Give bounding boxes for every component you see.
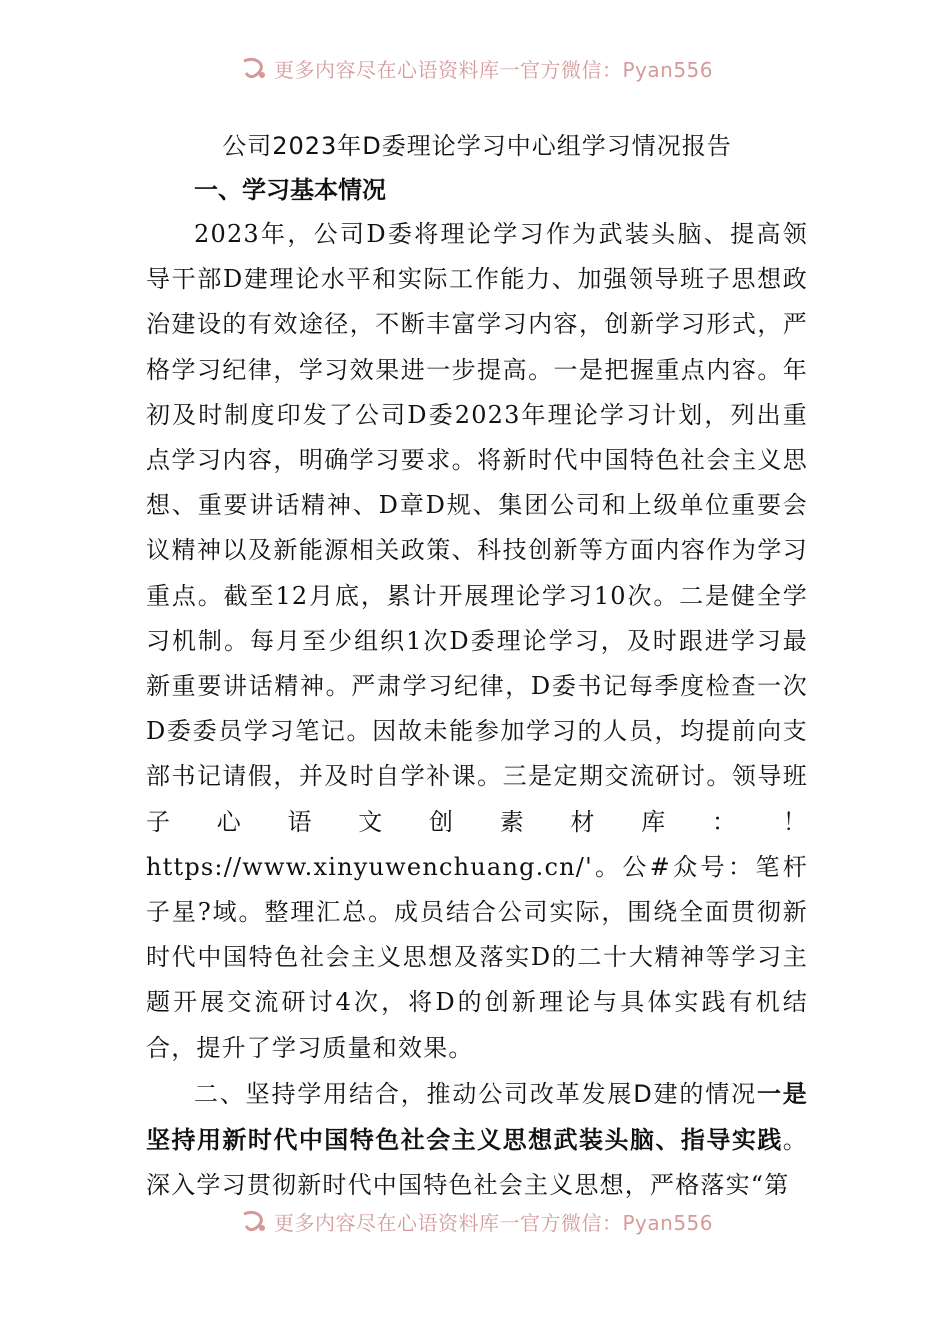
- watermark-logo-icon: [240, 1208, 270, 1234]
- document-title: 公司2023年D委理论学习中心组学习情况报告: [222, 132, 732, 160]
- watermark-text: 更多内容尽在心语资料库一官方微信：Pyan556: [274, 1210, 714, 1235]
- watermark-logo-icon: [240, 55, 270, 81]
- watermark-text: 更多内容尽在心语资料库一官方微信：Pyan556: [274, 57, 714, 82]
- section2-paragraph: [146, 1071, 808, 1209]
- section2-bold-phrase: 一是坚持用新时代中国特色社会主义思想武装头脑、指导实践: [146, 1078, 808, 1155]
- section1-heading: 一、学习基本情况: [194, 176, 386, 204]
- watermark-header: [240, 54, 720, 82]
- section1-paragraph: 2023年，公司D委将理论学习作为武装头脑、提高领导干部D建理论水平和实际工作能力、加强领导班子思想政治建设的有效途径，不断丰富学习内容，创新学习形式，严格学习纪律，学习效果进一步提高。一是把握重点内容。年初及时制度印发了公司D委2023年理论学习计划，列出重点学习内容，明确学习要求。将新时代中国特色社会主义思想、重要讲话精神、D章D规、集团公司和上级单位重要会议精神以及新能源相关政策、科技创新等方面内容作为学习重点。截至12月底，累计开展理论学习10次。二是健全学习机制。每月至少组织1次D委理论学习，及时跟进学习最新重要讲话精神。严肃学习纪律，D委书记每季度检查一次D委委员学习笔记。因故未能参加学习的人员，均提前向支部书记请假，并及时自学补课。三是定期交流研讨。领导班子心语文创素材库：！https://www.xinyuwenchuang.cn/'。公#众号：笔杆子星?域。整理汇总。成员结合公司实际，围绕全面贯彻新时代中国特色社会主义思想及落实D的二十大精神等学习主题开展交流研讨4次，将D的创新理论与具体实践有机结合，提升了学习质量和效果。: [146, 220, 808, 1062]
- section2-body: 。深入学习贯彻新时代中国特色社会主义思想，严格落实“第: [146, 1126, 808, 1200]
- section2-heading: 二、坚持学用结合，推动公司改革发展D建的情况: [194, 1079, 757, 1108]
- document-body: [146, 124, 808, 1208]
- watermark-footer: [240, 1207, 720, 1235]
